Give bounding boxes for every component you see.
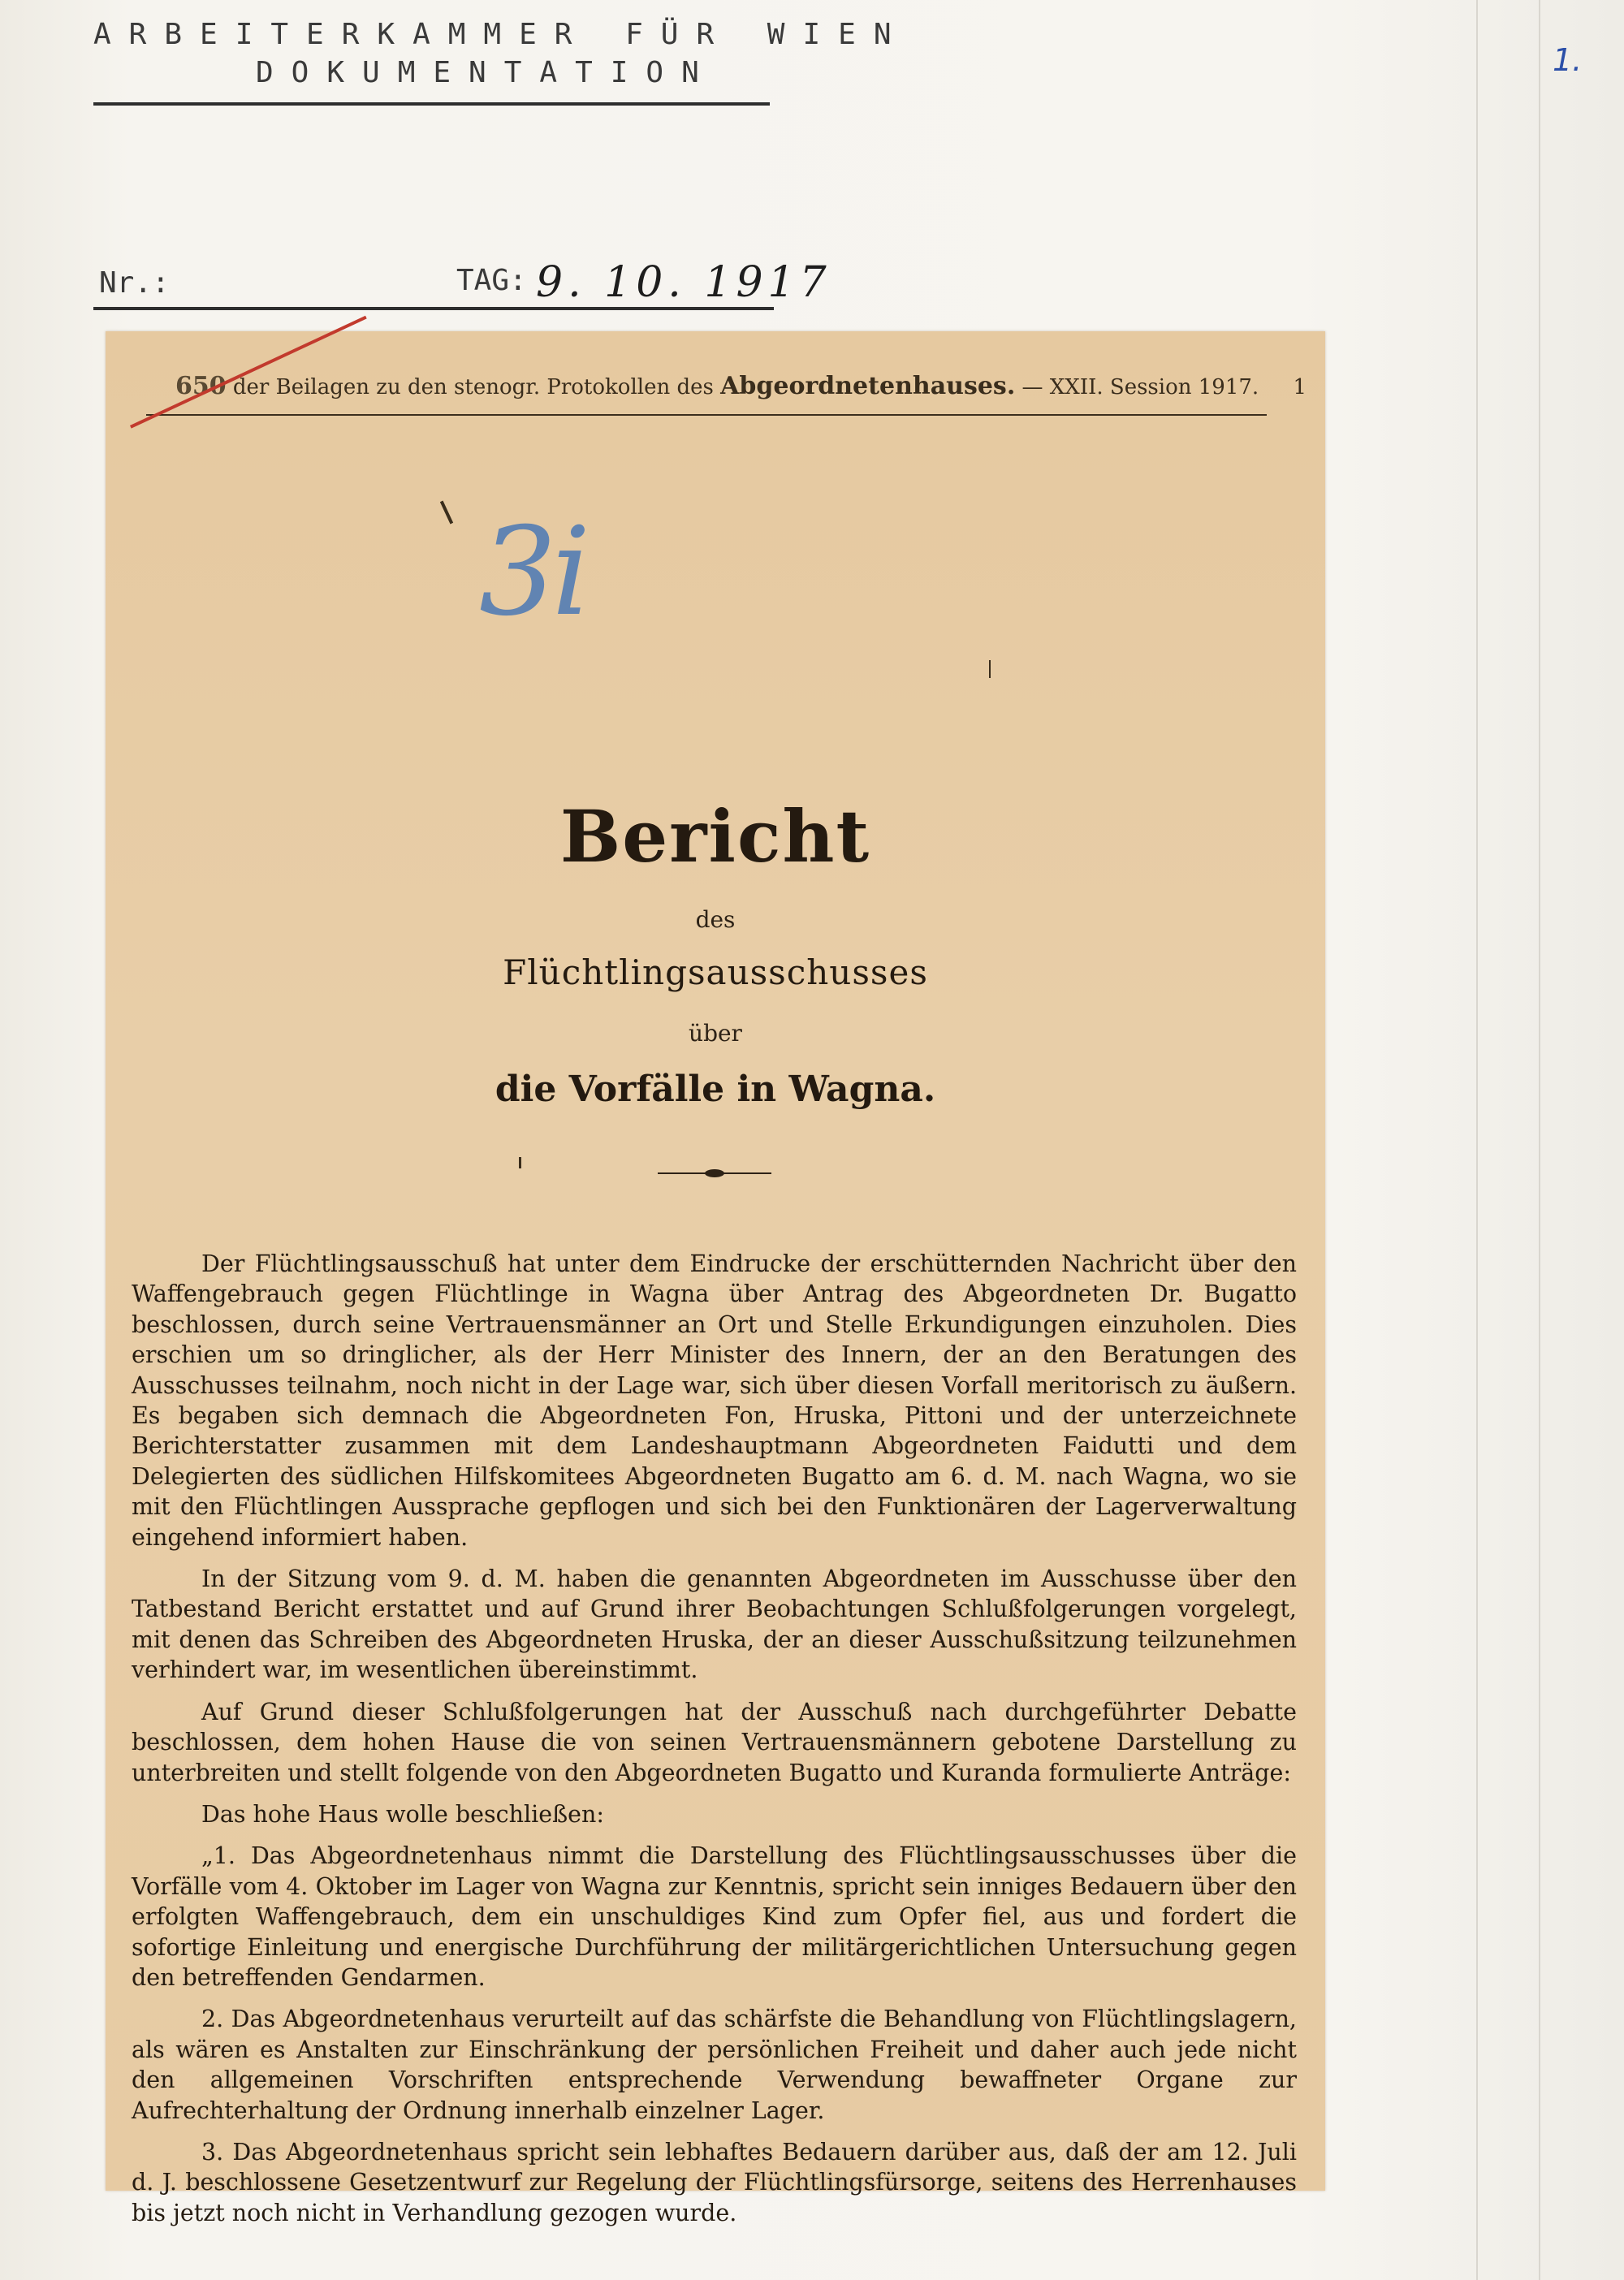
pencil-annotation: 3i <box>479 502 586 643</box>
title-ornament <box>658 1172 771 1175</box>
paragraph: Der Flüchtlingsausschuß hat unter dem Eindrucke der erschütternden Nachricht über den Waffengebrauch gegen Flüchtlinge in Wagna über Antrag des Abgeordneten Dr. Bugatto beschlossen, durch seine Vertrauensmänner an Ort und Stelle Erkundigungen einzuholen. Dies erschien um so dringlicher, als der Herr Minister des Innern, der an den Beratungen des Ausschusses teilnahm, noch nicht in der Lage war, sich über diesen Vorfall meritorisch zu äußern. Es begaben sich demnach die Abgeordneten Fon, Hruska, Pittoni und der unterzeichnete Berichterstatter zusammen mit dem Landeshauptmann Abgeordneten Faidutti und dem Delegierten des südlichen Hilfskomitees Abgeordneten Bugatto am 6. d. M. nach Wagna, wo sie mit den Flüchtlingen Aussprache gepflogen und sich bei den Funktionären der Lagerverwaltung eingehend informiert haben. <box>132 1250 1297 1551</box>
motion-intro: Das hohe Haus wolle beschließen: <box>201 1800 604 1828</box>
tag-label: TAG: <box>456 264 527 297</box>
title-ueber: über <box>689 1020 742 1047</box>
struck-word: der <box>232 375 270 399</box>
motion-item: „1. Das Abgeordnetenhaus nimmt die Darstellung des Flüchtlingsausschusses über die Vorfälle vom 4. Oktober im Lager von Wagna zur Kenntnis, spricht sein inniges Bedauern über den erfolgten Waffengebrauch, dem ein unschuldiges Kind zum Opfer fiel, aus und fordert die sofortige Einleitung und energische Durchführung der militärgerichtlichen Untersuchung gegen den betreffenden Gendarmen. <box>132 1842 1297 1991</box>
org-name: ARBEITERKAMMER FÜR WIEN <box>93 18 909 51</box>
archive-header <box>93 18 909 89</box>
report-subject: die Vorfälle in Wagna. <box>495 1069 936 1110</box>
clipping-rule <box>146 414 1267 416</box>
page-edge <box>1476 0 1478 2280</box>
date-rule <box>93 307 774 310</box>
newspaper-clipping <box>106 331 1325 2226</box>
org-department: DOKUMENTATION <box>256 56 717 89</box>
page-edge <box>1539 0 1540 2280</box>
motion-item: 3. Das Abgeordnetenhaus spricht sein lebhaftes Bedauern darüber aus, daß der am 12. Juli d. J. beschlossene Gesetzentwurf zur Regelung der Flüchtlingsfürsorge, seitens des Herrenhauses bis jetzt noch nicht in Verhandlung gezogen wurde. <box>132 2138 1297 2226</box>
header-rule <box>93 102 770 106</box>
pencil-tick <box>440 501 453 525</box>
beilage-number: 650 <box>175 372 227 400</box>
ink-tick <box>519 1157 521 1168</box>
header-text: Beilagen zu den stenogr. Protokollen des <box>275 375 714 399</box>
clip-page-number: 1 <box>1293 375 1307 399</box>
paragraph: In der Sitzung vom 9. d. M. haben die genannten Abgeordneten im Ausschusse über den Tatbestand Bericht erstattet und auf Grund ihrer Beobachtungen Schlußfolgerungen vorgelegt, mit denen das Schreiben des Abgeordneten Hruska, der an dieser Ausschußsitzung teilzunehmen verhindert war, im wesentlichen übereinstimmt. <box>132 1565 1297 1684</box>
session-text: — XXII. Session 1917. <box>1021 375 1259 399</box>
header-bold-text: Abgeordnetenhauses. <box>720 372 1016 400</box>
committee-name: Flüchtlingsausschusses <box>503 952 928 992</box>
title-des: des <box>695 906 736 933</box>
paragraph: Auf Grund dieser Schlußfolgerungen hat der Ausschuß nach durchgeführter Debatte beschlossen, dem hohen Hause die von seinen Vertrauensmännern gebotene Darstellung zu unterbreiten und stellt folgende von den Abgeordneten Bugatto und Kuranda formulierte Anträge: <box>132 1698 1297 1786</box>
report-body <box>132 1249 1297 2239</box>
tag-date-handwritten: 9. 10. 1917 <box>536 258 831 307</box>
motion-item: 2. Das Abgeordnetenhaus verurteilt auf das schärfste die Behandlung von Flüchtlingslagern, als wären es Anstalten zur Einschränkung der persönlichen Freiheit und daher auch jede nicht den allgemeinen Vorschriften entsprechende Verwendung bewaffneter Organe zur Aufrechterhaltung der Ordnung innerhalb einzelner Lager. <box>132 2006 1297 2124</box>
ink-tick <box>989 660 991 678</box>
page-number: 1. <box>1553 42 1583 78</box>
report-title: Bericht <box>559 794 871 879</box>
nr-label: Nr.: <box>99 266 170 300</box>
clipping-header <box>175 372 1320 400</box>
